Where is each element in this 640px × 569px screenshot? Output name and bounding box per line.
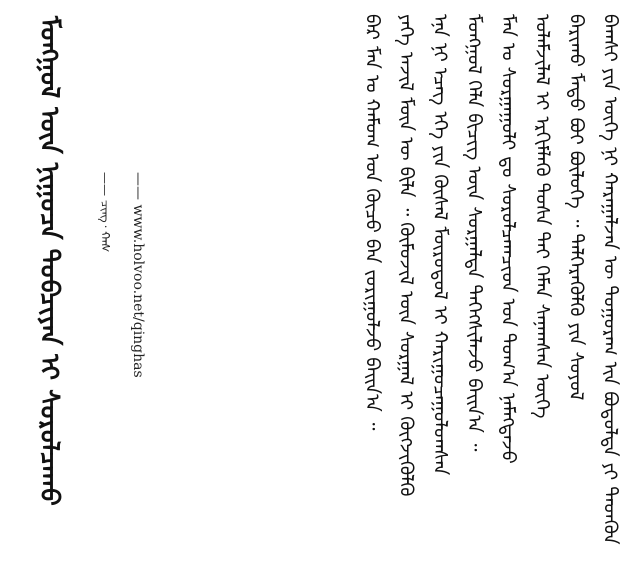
body-column-4: ᠮᠠᠨ ᠤ ᠰᠤᠷᠭᠠᠭᠤᠯᠢ ᠳᠤ ᠰᠤᠷᠤᠯᠴᠠᠭᠴᠢᠳ ᠤᠨ ᠲᠣᠭ᠎ᠠ ᠨᠡᠮᠡᠭᠳᠡᠵᠦ (497, 14, 519, 464)
body-column-5: ᠮᠣᠩᠭᠣᠯ ᠬᠡᠯᠡ ᠪᠢᠴᠢᠭ ᠦᠨ ᠰᠤᠷᠭᠠᠯᠲᠠ ᠳᠡᠭᠡᠭᠰᠢᠯᠡᠵᠦ ᠪᠠᠢᠨ᠎ᠠ ᠃ (463, 14, 485, 452)
body-column-2: ᠪᠠᠷᠢᠬᠤ ᠮᠡᠲᠦ ᠪᠤᠢ ᠪᠦᠯᠦᠭᠡ ᠃ ᠳᠡᠯᠭᠡᠷᠡᠭᠦᠯᠬᠦ ᠶᠢᠨ ᠰᠣᠶᠣᠯ (565, 14, 587, 401)
url-text: www.holvoo.net/qinghas (130, 204, 146, 378)
body-column-1: ᠪᠠᠭᠰᠢ ᠶᠢᠨ ᠦᠭᠡ ᠨᠢ ᠬᠠᠷᠠᠭᠠᠯᠵᠠᠨ ᠦ ᠲᠣᠭᠤᠷᠠᠭ ᠢᠨ ᠪᠤᠳᠤᠯᠲᠠ ᠶᠢ ᠲᠡᠳᠬᠦᠨ (599, 14, 621, 545)
page-title: ᠮᠣᠩᠭᠣᠯ ᠦᠨ ᠨᠢᠭᠤᠴᠠ ᠲᠣᠪᠴᠢᠶᠠᠨ ᠢ ᠰᠤᠷᠤᠯᠴᠠᠬᠤ (34, 16, 64, 506)
body-column-3: ᠤᠯᠠᠮᠵᠢᠯᠠᠯ ᠢ ᠡᠷᠬᠢᠮᠯᠡᠬᠦ ᠲᠤᠰᠠ ᠲᠡᠢ ᠬᠡᠮᠡᠨ ᠰᠠᠨᠠᠭᠰᠠᠨ ᠦᠭᠡ (531, 14, 553, 419)
url-dash: —— (130, 172, 146, 200)
source-url (130, 172, 146, 378)
credit-line (95, 172, 116, 292)
body-column-7: ᠶᠡᠬᠡ ᠠᠵᠢᠯ ᠮᠥᠨ ᠦ ᠪᠢᠯᠡ ᠃ ᠬᠦᠮᠦᠵᠢᠯ ᠦᠨ ᠰᠤᠷᠭᠠᠯ ᠢ ᠬᠥᠭᠵᠢᠭᠦᠯᠬᠦ (395, 14, 417, 497)
body-column-8: ᠪᠡᠷ ᠮᠠᠨ ᠤ ᠬᠠᠮᠤᠭ ᠤᠨ ᠬᠦᠴᠦ ᠪᠡᠨ ᠵᠣᠷᠢᠭᠤᠯᠵᠤ ᠪᠠᠢᠨ᠎ᠠ ᠃ (361, 14, 383, 431)
credit-dash: —— (98, 172, 112, 196)
credit-text: ᠴᠢᠩ᠂ ᠬᠠᠰ (98, 199, 112, 253)
body-column-6: ᠡᠨᠡ ᠨᠢ ᠡᠴᠡᠭ ᠡᠬᠡ ᠶᠢᠨ ᠬᠦᠰᠡᠯ ᠮᠥᠷᠦᠳᠦᠯ ᠢ ᠬᠠᠷᠢᠭᠤᠴᠠᠭᠤᠯᠤᠭᠰᠠᠨ (429, 14, 451, 476)
